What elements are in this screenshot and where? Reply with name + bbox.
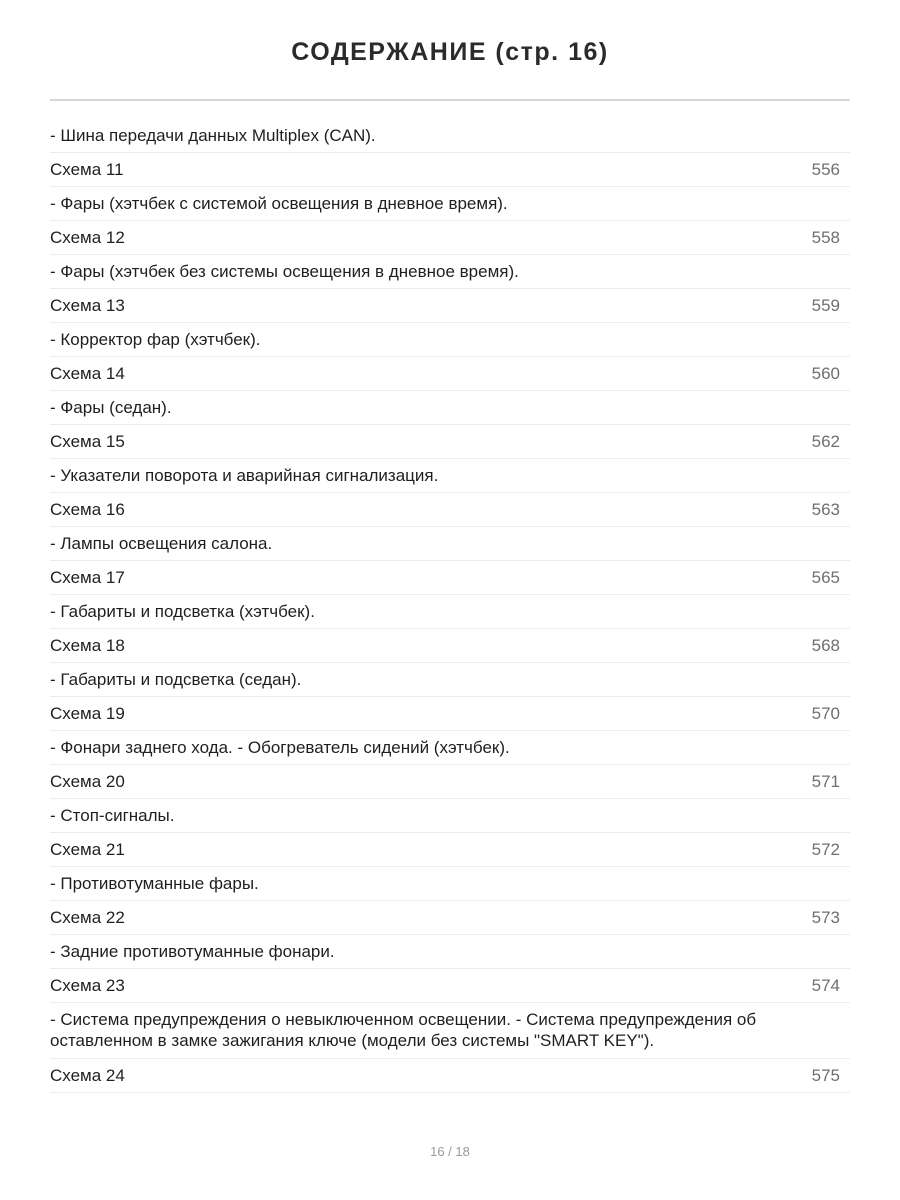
toc-entry-text: - Задние противотуманные фонари. [50,942,335,961]
toc-entry-text: Схема 23 [50,976,125,995]
toc-page-number: 559 [811,296,840,315]
title-divider [50,99,850,101]
toc-page-number: 556 [811,160,840,179]
toc-description-row [50,187,850,221]
toc-page-number: 575 [811,1066,840,1085]
toc-description-row [50,391,850,425]
toc-description-row [50,527,850,561]
toc-description-row [50,799,850,833]
toc-description-row [50,1003,850,1059]
toc-scheme-row[interactable] [50,425,850,459]
toc-entry-text: Схема 20 [50,772,125,791]
toc-page-number: 560 [811,364,840,383]
toc-page-number: 571 [811,772,840,791]
toc-page-number: 563 [811,500,840,519]
toc-description-row [50,255,850,289]
toc-page-number: 565 [811,568,840,587]
toc-scheme-row[interactable] [50,629,850,663]
toc-page-number: 558 [811,228,840,247]
toc-description-row [50,323,850,357]
page-pagination: 16 / 18 [430,1144,470,1159]
toc-entry-text: Схема 12 [50,228,125,247]
toc-description-row [50,459,850,493]
toc-entry-text: Схема 14 [50,364,125,383]
toc-scheme-row[interactable] [50,561,850,595]
toc-entry-text: Схема 22 [50,908,125,927]
toc-entry-text: Схема 15 [50,432,125,451]
toc-entry-text: - Система предупреждения о невыключенном освещении. - Система предупреждения об оставленном в замке зажигания ключе (модели без системы "SMART KEY"). [50,1010,757,1050]
toc-entry-text: Схема 17 [50,568,125,587]
toc-scheme-row[interactable] [50,765,850,799]
toc-description-row [50,731,850,765]
toc-entry-text: Схема 16 [50,500,125,519]
toc-entry-text: - Шина передачи данных Multiplex (CAN). [50,126,376,145]
toc-page-number: 573 [811,908,840,927]
toc-page-number: 570 [811,704,840,723]
toc-description-row [50,119,850,153]
toc-description-row [50,935,850,969]
toc-scheme-row[interactable] [50,289,850,323]
toc-entry-text: - Габариты и подсветка (седан). [50,670,302,689]
toc-description-row [50,663,850,697]
toc-scheme-row[interactable] [50,357,850,391]
toc-entry-text: - Фары (хэтчбек с системой освещения в дневное время). [50,194,508,213]
toc-page-number: 572 [811,840,840,859]
toc-entry-text: Схема 18 [50,636,125,655]
toc-page-number: 568 [811,636,840,655]
toc-entry-text: Схема 21 [50,840,125,859]
toc-scheme-row[interactable] [50,697,850,731]
toc-description-row [50,595,850,629]
toc-scheme-row[interactable] [50,221,850,255]
toc-entry-text: - Лампы освещения салона. [50,534,273,553]
toc-scheme-row[interactable] [50,833,850,867]
toc-scheme-row[interactable] [50,1059,850,1093]
toc-entry-text: - Фонари заднего хода. - Обогреватель сидений (хэтчбек). [50,738,510,757]
toc-scheme-row[interactable] [50,493,850,527]
table-of-contents [50,119,850,1093]
toc-entry-text: - Стоп-сигналы. [50,806,175,825]
toc-page-number: 562 [811,432,840,451]
toc-scheme-row[interactable] [50,901,850,935]
toc-entry-text: - Корректор фар (хэтчбек). [50,330,261,349]
toc-entry-text: - Фары (хэтчбек без системы освещения в дневное время). [50,262,519,281]
toc-entry-text: Схема 13 [50,296,125,315]
toc-entry-text: Схема 19 [50,704,125,723]
toc-page-number: 574 [811,976,840,995]
toc-entry-text: - Габариты и подсветка (хэтчбек). [50,602,315,621]
toc-description-row [50,867,850,901]
toc-entry-text: Схема 24 [50,1066,125,1085]
page-title: СОДЕРЖАНИЕ (стр. 16) [291,38,609,66]
toc-entry-text: - Фары (седан). [50,398,172,417]
toc-scheme-row[interactable] [50,153,850,187]
toc-entry-text: Схема 11 [50,160,124,179]
toc-entry-text: - Указатели поворота и аварийная сигнализация. [50,466,439,485]
toc-entry-text: - Противотуманные фары. [50,874,259,893]
toc-scheme-row[interactable] [50,969,850,1003]
